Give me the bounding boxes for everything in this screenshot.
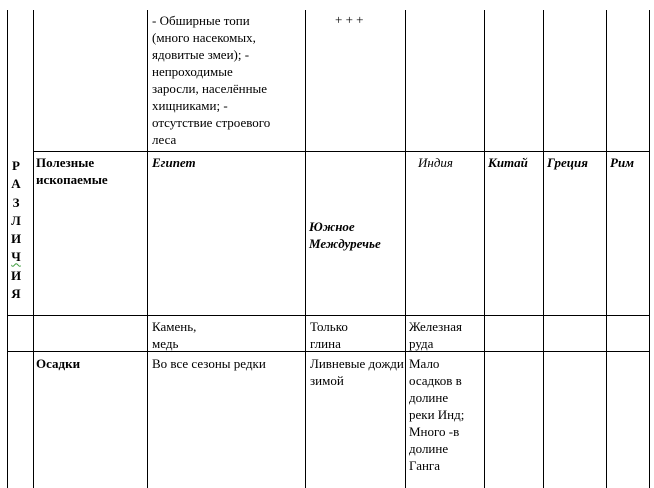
section-label-vertical xyxy=(9,157,23,303)
text-line: долине xyxy=(409,390,449,405)
text-line: реки Инд; xyxy=(409,407,465,422)
vertical-letter: Л xyxy=(11,212,21,228)
column-header-china: Китай xyxy=(488,155,528,170)
table-border xyxy=(7,10,8,488)
table-border xyxy=(649,10,650,488)
text-line: Ганга xyxy=(409,458,441,473)
minerals-india: Железная руда xyxy=(409,319,463,351)
precipitation-india xyxy=(409,355,483,474)
text-line: осадков в xyxy=(409,373,462,388)
mesopotamia-plus-marks: + + + xyxy=(335,12,364,27)
table-border xyxy=(484,10,485,488)
vertical-letter: Я xyxy=(11,286,21,302)
precipitation-egypt: Во все сезоны редки xyxy=(152,356,266,371)
table-border xyxy=(147,10,148,488)
vertical-letter: З xyxy=(12,194,20,210)
text-line: заросли, населённые xyxy=(152,81,268,96)
text-line: непроходимые xyxy=(152,64,233,79)
table-border xyxy=(405,10,406,488)
text-line: отсутствие строевого xyxy=(152,115,271,130)
table-border xyxy=(33,151,650,152)
text-line: Мало xyxy=(409,356,440,371)
vertical-letter: И xyxy=(10,231,22,247)
text-line: леса xyxy=(152,132,177,147)
minerals-mesopotamia: Только глина xyxy=(310,319,348,351)
table-border xyxy=(33,10,34,488)
column-header-mesopotamia: Южное Междуречье xyxy=(309,219,381,251)
row-label-precipitation: Осадки xyxy=(36,356,81,371)
vertical-letter: Р xyxy=(12,158,20,173)
text-line: долине xyxy=(409,441,449,456)
table-border xyxy=(543,10,544,488)
text-line: хищниками; - xyxy=(152,98,228,113)
precipitation-mesopotamia: Ливневые дожди зимой xyxy=(310,356,404,388)
vertical-letter: И xyxy=(10,267,22,283)
text-line: Много -в xyxy=(409,424,460,439)
table-border xyxy=(7,315,650,316)
row-label-minerals: Полезные ископаемые xyxy=(36,155,108,187)
vertical-letter: Ч xyxy=(11,249,21,265)
text-line: ядовитые змеи); - xyxy=(152,47,250,62)
table-border xyxy=(606,10,607,488)
column-header-greece: Греция xyxy=(547,155,588,170)
minerals-egypt: Камень, медь xyxy=(152,319,197,351)
vertical-letter: А xyxy=(11,176,21,192)
text-line: - Обширные топи xyxy=(152,13,250,28)
column-header-egypt: Египет xyxy=(152,155,196,170)
table-border xyxy=(305,10,306,488)
column-header-rome: Рим xyxy=(610,155,635,170)
egypt-drawbacks-cell xyxy=(152,12,302,148)
column-header-india: Индия xyxy=(418,155,453,170)
text-line: (много насекомых, xyxy=(152,30,256,45)
